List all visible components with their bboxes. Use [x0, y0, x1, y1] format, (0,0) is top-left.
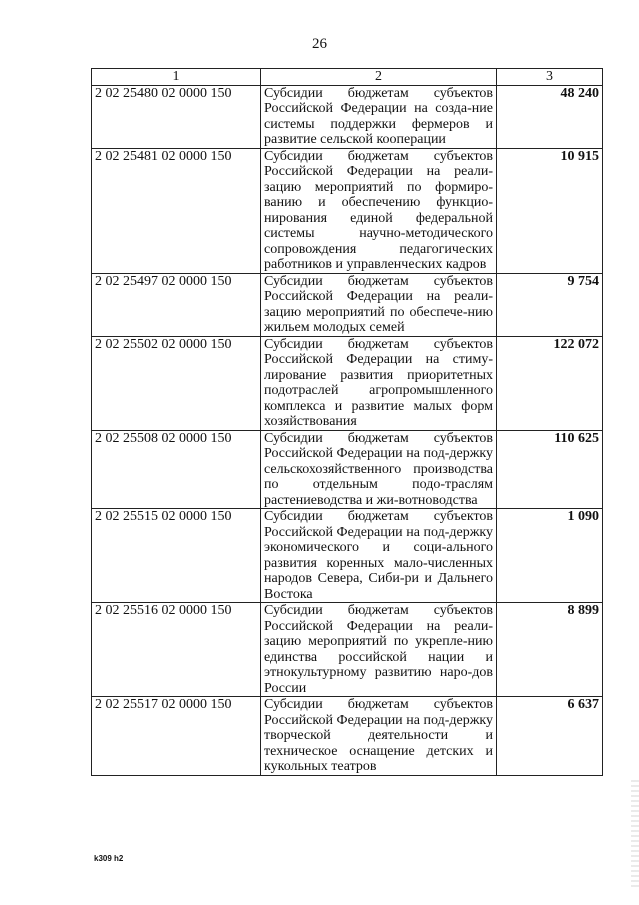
budget-code-cell: 2 02 25515 02 0000 150: [92, 509, 261, 603]
description-cell: Субсидии бюджетам субъектов Российской Федерации на под-держку сельскохозяйственного производства по отдельным подо-траслям растениеводства и жи-вотноводства: [261, 430, 497, 509]
description-cell: Субсидии бюджетам субъектов Российской Федерации на реали-зацию мероприятий по обеспече-нию жильем молодых семей: [261, 273, 497, 336]
amount-cell: 110 625: [497, 430, 603, 509]
description-cell: Субсидии бюджетам субъектов Российской Федерации на созда-ние системы поддержки фермеров и развитие сельской кооперации: [261, 85, 497, 148]
budget-code-cell: 2 02 25502 02 0000 150: [92, 336, 261, 430]
column-header-amount: 3: [497, 69, 603, 86]
amount-cell: 48 240: [497, 85, 603, 148]
budget-code-cell: 2 02 25516 02 0000 150: [92, 603, 261, 697]
budget-code-cell: 2 02 25497 02 0000 150: [92, 273, 261, 336]
budget-code-cell: 2 02 25481 02 0000 150: [92, 148, 261, 273]
budget-table: [91, 68, 603, 776]
scan-edge-artifact: [631, 780, 639, 890]
amount-cell: 6 637: [497, 697, 603, 776]
description-cell: Субсидии бюджетам субъектов Российской Федерации на реали-зацию мероприятий по укрепле-нию единства российской нации и этнокультурному развитию наро-дов России: [261, 603, 497, 697]
table-header-row: [92, 69, 603, 86]
description-cell: Субсидии бюджетам субъектов Российской Федерации на под-держку экономического и соци-ального развития коренных мало-численных народов Севера, Сиби-ри и Дальнего Востока: [261, 509, 497, 603]
table-row: [92, 148, 603, 273]
column-header-code: 1: [92, 69, 261, 86]
table-row: [92, 697, 603, 776]
table-row: [92, 336, 603, 430]
description-cell: Субсидии бюджетам субъектов Российской Федерации на под-держку творческой деятельности и техническое оснащение детских и кукольных театров: [261, 697, 497, 776]
budget-code-cell: 2 02 25480 02 0000 150: [92, 85, 261, 148]
budget-code-cell: 2 02 25517 02 0000 150: [92, 697, 261, 776]
amount-cell: 10 915: [497, 148, 603, 273]
table-row: [92, 509, 603, 603]
page-number: 26: [312, 36, 327, 52]
budget-code-cell: 2 02 25508 02 0000 150: [92, 430, 261, 509]
description-cell: Субсидии бюджетам субъектов Российской Федерации на реали-зацию мероприятий по формиро-ванию и обеспечению функцио-нирования единой федеральной системы научно-методического сопровождения педагогических работников и управленческих кадров: [261, 148, 497, 273]
table-row: [92, 85, 603, 148]
footer-document-code: k309 h2: [94, 854, 124, 863]
amount-cell: 9 754: [497, 273, 603, 336]
table-row: [92, 603, 603, 697]
amount-cell: 8 899: [497, 603, 603, 697]
table-row: [92, 273, 603, 336]
column-header-description: 2: [261, 69, 497, 86]
amount-cell: 122 072: [497, 336, 603, 430]
table-row: [92, 430, 603, 509]
amount-cell: 1 090: [497, 509, 603, 603]
description-cell: Субсидии бюджетам субъектов Российской Федерации на стиму-лирование развития приоритетных подотраслей агропромышленного комплекса и развитие малых форм хозяйствования: [261, 336, 497, 430]
